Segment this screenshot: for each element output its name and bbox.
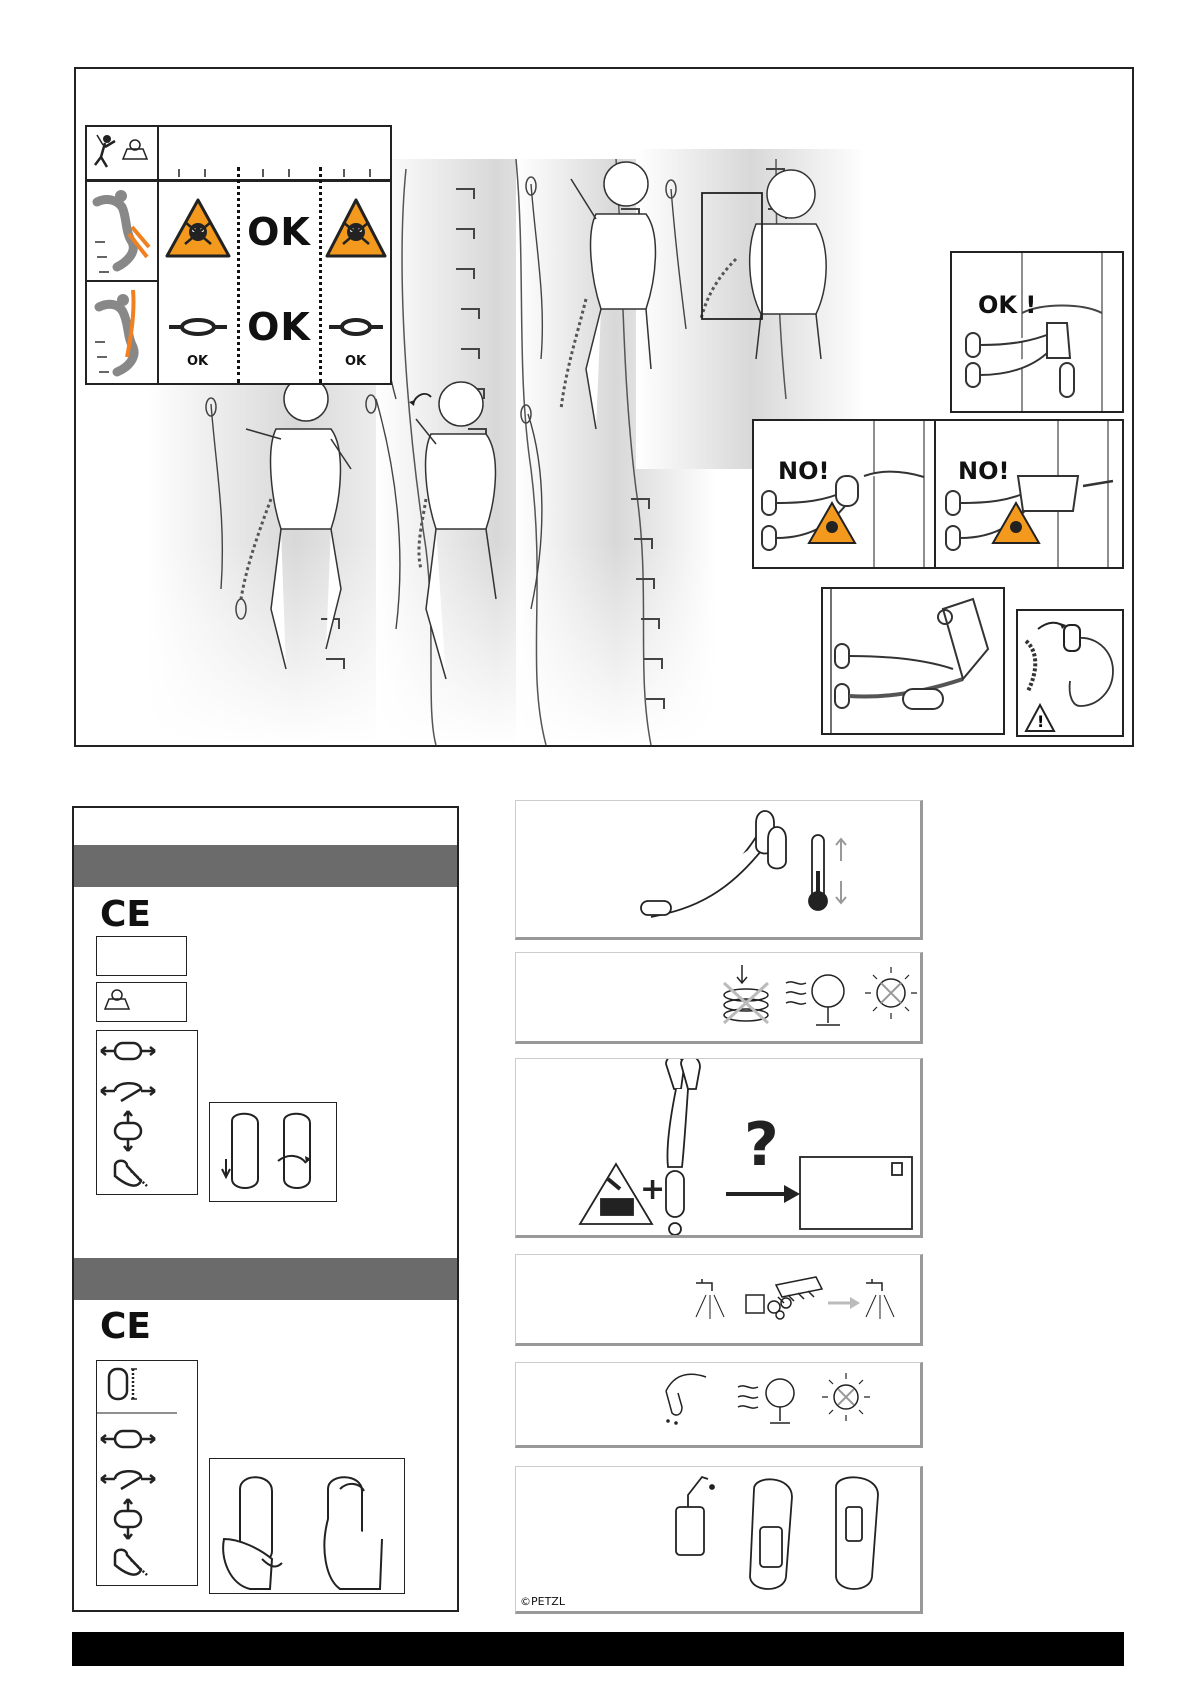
ok-marker: OK	[247, 305, 311, 349]
ok-small-label: OK	[187, 354, 209, 369]
inset-no-panel	[752, 419, 1124, 569]
section-bar-2	[74, 1258, 457, 1300]
row-climber-orange-lanyard	[87, 182, 159, 282]
danger-triangle-icon	[159, 182, 237, 282]
inset-no-right	[938, 421, 1122, 567]
fall-arrest-box	[96, 982, 187, 1022]
climber-icon	[87, 282, 157, 382]
rope-coil-icon	[159, 282, 237, 352]
table-header-icon-cell	[87, 127, 159, 179]
ok-marker: OK	[247, 210, 311, 254]
strength-icons-box-1	[96, 1030, 198, 1195]
climber-icon	[87, 182, 157, 280]
fall-arrest-icon	[87, 127, 157, 177]
warning-cell-left	[159, 182, 237, 282]
svg-text:?: ?	[744, 1110, 779, 1180]
fall-factor-table	[85, 125, 392, 385]
ok-cell-row1	[239, 182, 319, 282]
rope-coil-cell-right	[321, 282, 391, 383]
section-bar-1	[74, 845, 457, 887]
gate-diagram-1	[209, 1102, 337, 1202]
footer-bar	[72, 1632, 1124, 1666]
specifications-frame	[72, 806, 459, 1612]
ce-mark-2: CE	[100, 1306, 152, 1347]
panel-cleaning	[515, 1254, 923, 1346]
row-climber-grey-lanyard	[87, 282, 159, 383]
danger-triangle-icon	[321, 182, 391, 282]
inset-ok-label: OK !	[978, 291, 1037, 319]
warning-cell-right	[321, 182, 391, 282]
ok-small-label: OK	[345, 354, 367, 369]
inset-no-left	[754, 421, 936, 567]
copyright-label: ©PETZL	[520, 1595, 565, 1608]
fall-arrest-icon	[97, 983, 137, 1019]
empty-box	[96, 936, 187, 976]
inset-ok-harness	[950, 251, 1124, 413]
ok-cell-row2	[239, 282, 319, 372]
rope-coil-cell-left	[159, 282, 237, 383]
rope-coil-icon	[321, 282, 391, 352]
inset-warning-head	[1016, 609, 1124, 737]
gate-diagram-2	[209, 1458, 405, 1594]
svg-text:+: +	[640, 1172, 666, 1207]
panel-storage	[515, 952, 923, 1044]
top-illustration-frame	[74, 67, 1134, 747]
panel-chemicals	[515, 1058, 923, 1238]
ce-mark-1: CE	[100, 894, 152, 935]
svg-text:!: !	[1037, 712, 1045, 731]
inset-lanyard-rack	[821, 587, 1005, 735]
panel-temperature	[515, 800, 923, 940]
no-label: NO!	[778, 457, 830, 485]
panel-drying	[515, 1362, 923, 1448]
no-label: NO!	[958, 457, 1010, 485]
table-header-scale	[159, 127, 390, 179]
strength-icons-box-2	[96, 1360, 198, 1586]
panel-lubrication	[515, 1466, 923, 1614]
